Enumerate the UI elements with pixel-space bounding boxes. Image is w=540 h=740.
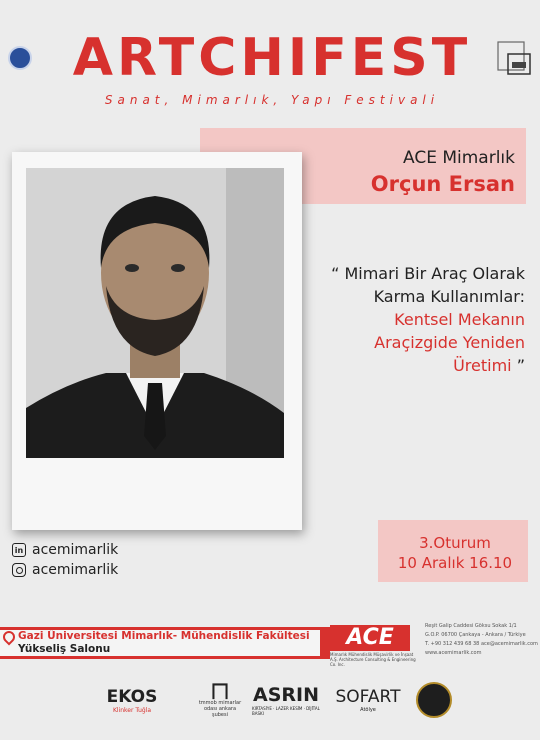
ace-logo: ACE	[330, 625, 410, 651]
instagram-icon	[12, 563, 26, 577]
venue-faculty: Gazi Üniversitesi Mimarlık- Mühendislik Fakültesi	[18, 630, 310, 642]
address-line: www.acemimarlik.com	[425, 650, 482, 656]
talk-title-line: Karma Kullanımlar:	[373, 287, 525, 306]
speaker-portrait-icon	[26, 168, 284, 458]
talk-title-line: Araçizgide Yeniden	[374, 333, 525, 352]
linkedin-handle: acemimarlik	[32, 542, 119, 558]
ace-address	[425, 622, 540, 658]
sponsor-ekos-name: EKOS	[106, 686, 158, 707]
sponsor-sofart	[332, 682, 404, 718]
sponsor-asrin	[252, 682, 320, 718]
instagram-handle: acemimarlik	[32, 562, 119, 578]
quote-close: ”	[511, 356, 525, 375]
sponsor-ekos-sub: Klinker Tuğla	[112, 706, 152, 714]
session-number: 3.Oturum	[419, 534, 491, 552]
linkedin-icon: in	[12, 543, 26, 557]
session-info	[385, 533, 525, 573]
linkedin-link[interactable]	[12, 541, 118, 559]
sponsor-tmo	[196, 682, 244, 718]
address-line: G.O.P. 06700 Çankaya - Ankara / Türkiye	[425, 632, 526, 638]
festival-title: ARTCHIFEST	[72, 28, 472, 88]
sponsor-sofart-sub: Atölye	[360, 707, 376, 713]
address-line: Reşit Galip Caddesi Göksu Sokak 1/1	[425, 623, 517, 629]
ace-subtitle: Mimarlık Mühendislik Müşavirlik ve İnşaat A.Ş. Architecture Consulting & Engineering Co. Inc.	[330, 652, 416, 667]
university-logo	[8, 46, 32, 70]
talk-title	[280, 262, 525, 377]
sponsor-tmo-name: tmmob mimarlar odası ankara şubesi	[198, 700, 242, 718]
sponsor-asrin-sub: KIRTASİYE · LAZER KESİM · DİJİTAL BASKI	[252, 706, 320, 716]
partner-logo-icon	[494, 40, 532, 76]
session-datetime: 10 Aralık 16.10	[397, 554, 513, 572]
talk-title-line: “ Mimari Bir Araç Olarak	[331, 264, 525, 283]
speaker-name: Orçun Ersan	[370, 172, 515, 196]
sponsor-ekos	[82, 682, 182, 718]
festival-subtitle: Sanat, Mimarlık, Yapı Festivali	[104, 93, 440, 107]
venue-hall: Yükseliş Salonu	[18, 643, 111, 655]
sponsor-sofart-name: SOFART	[335, 687, 401, 707]
talk-title-line: Üretimi	[453, 356, 512, 375]
speaker-firm: ACE Mimarlık	[403, 148, 515, 168]
instagram-link[interactable]	[12, 561, 118, 579]
sponsor-asrin-name: ASRIN	[253, 684, 319, 706]
talk-title-line: Kentsel Mekanın	[394, 310, 525, 329]
speaker-photo	[26, 168, 284, 458]
address-line: T. +90 312 439 68 38 ace@acemimarlik.com	[425, 641, 538, 647]
tmo-logo-icon	[209, 682, 231, 700]
chamber-seal-icon	[416, 682, 452, 718]
